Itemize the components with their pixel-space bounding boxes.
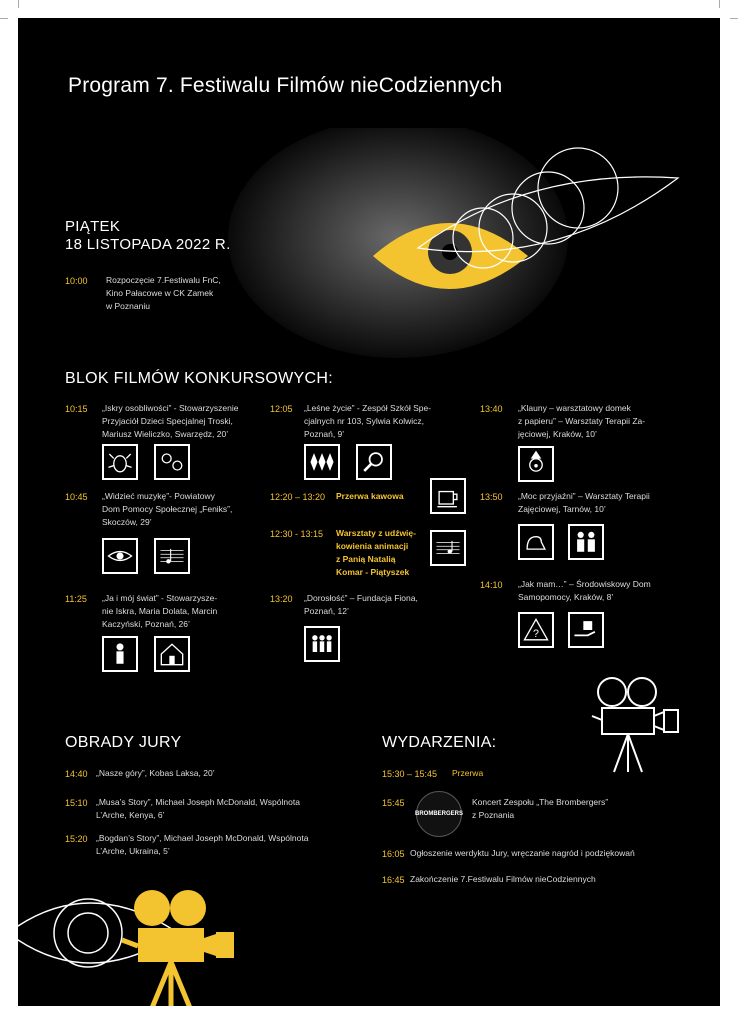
break-label: Przerwa <box>452 768 484 778</box>
jury-1-time: 14:40 <box>65 769 88 779</box>
jury-title: OBRADY JURY <box>65 734 182 751</box>
magnifier-icon <box>356 444 392 480</box>
c2-2-text: Przerwa kawowa <box>336 491 404 501</box>
c2-2-time: 12:20 – 13:20 <box>270 492 326 502</box>
forest-icon <box>304 444 340 480</box>
block-title: BLOK FILMÓW KONKURSOWYCH: <box>65 370 333 387</box>
c3-3-text: „Jak mam…” – Środowiskowy Dom Samopomocy, Kraków, 8’ <box>518 579 651 602</box>
page-title: Program 7. Festiwalu Filmów nieCodziennych <box>68 74 503 97</box>
person-icon <box>102 636 138 672</box>
music-notes-icon <box>154 538 190 574</box>
jury-2-text: „Musa’s Story”, Michael Joseph McDonald, Wspólnota L’Arche, Kenya, 6’ <box>96 797 300 820</box>
verdict-text: Ogłoszenie werdyktu Jury, wręczanie nagród i podziękowań <box>410 848 635 858</box>
opening-text: Rozpoczęcie 7.Festiwalu FnC, Kino Pałacowe w CK Zamek w Poznaniu <box>106 275 221 311</box>
day-line-1: PIĄTEK <box>65 218 121 235</box>
verdict-time: 16:05 <box>382 849 405 859</box>
break-time: 15:30 – 15:45 <box>382 769 438 779</box>
c1-1-time: 10:15 <box>65 404 88 414</box>
events-title: WYDARZENIA: <box>382 734 497 751</box>
concert-time: 15:45 <box>382 798 405 808</box>
c1-2-time: 10:45 <box>65 492 88 502</box>
c3-2-time: 13:50 <box>480 492 503 502</box>
c1-3-text: „Ja i mój świat” - Stowarzysze- nie Iskra, Maria Dolata, Marcin Kaczyński, Poznań, 26’ <box>102 593 218 629</box>
c3-1-time: 13:40 <box>480 404 503 414</box>
jury-1-text: „Nasze góry”, Kobas Laksa, 20’ <box>96 768 215 778</box>
question-sign-icon <box>518 612 554 648</box>
c3-2-text: „Moc przyjaźni” – Warsztaty Terapii Zajęciowej, Tarnów, 10’ <box>518 491 650 514</box>
svg-text:?: ? <box>533 628 539 641</box>
c2-1-time: 12:05 <box>270 404 293 414</box>
closing-text: Zakończenie 7.Festiwalu Filmów nieCodziennych <box>410 874 596 884</box>
c1-2-text: „Widzieć muzykę”- Powiatowy Dom Pomocy Społecznej „Feniks”, Skoczów, 29’ <box>102 491 233 527</box>
home-icon <box>154 636 190 672</box>
c2-4-time: 13:20 <box>270 594 293 604</box>
jury-3-time: 15:20 <box>65 834 88 844</box>
eye-icon <box>102 538 138 574</box>
faces-icon <box>154 444 190 480</box>
bug-icon <box>102 444 138 480</box>
c2-3-time: 12:30 - 13:15 <box>270 529 324 539</box>
closing-time: 16:45 <box>382 875 405 885</box>
brombergers-logo: BROMBERGERS <box>416 791 462 837</box>
music-staff-icon <box>430 530 466 566</box>
jury-2-time: 15:10 <box>65 798 88 808</box>
eye-artwork <box>228 128 720 368</box>
clown-icon <box>518 446 554 482</box>
c2-1-text: „Leśne życie” - Zespół Szkół Spe- cjalnych nr 103, Sylwia Kolwicz, Poznań, 9’ <box>304 403 432 439</box>
c2-4-text: „Dorosłość” – Fundacja Fiona, Poznań, 12’ <box>304 593 418 616</box>
concert-text: Koncert Zespołu „The Brombergers” z Poznania <box>472 797 609 820</box>
c2-3-text: Warsztaty z udźwię- kowienia animacji z Panią Natalią Komar - Piątyszek <box>336 528 416 577</box>
poster <box>18 18 720 1006</box>
c3-3-time: 14:10 <box>480 580 503 590</box>
c1-1-text: „Iskry osobliwości” - Stowarzyszenie Przyjaciół Dzieci Specjalnej Troski, Mariusz Wieliczko, Swarzędz, 20’ <box>102 403 239 439</box>
day-line-2: 18 LISTOPADA 2022 R. <box>65 236 231 253</box>
c3-1-text: „Klauny – warsztatowy domek z papieru” – Warsztaty Terapii Za- jęciowej, Kraków, 10’ <box>518 403 646 439</box>
friends-icon <box>568 524 604 560</box>
family-icon <box>304 626 340 662</box>
jury-3-text: „Bogdan’s Story”, Michael Joseph McDonald, Wspólnota L’Arche, Ukraina, 5’ <box>96 833 309 856</box>
strong-arm-icon <box>518 524 554 560</box>
c1-3-time: 11:25 <box>65 594 87 604</box>
coffee-cup-icon <box>430 478 466 514</box>
hand-box-icon <box>568 612 604 648</box>
film-camera-white-icon <box>584 674 694 774</box>
opening-time: 10:00 <box>65 276 88 286</box>
film-camera-yellow-icon <box>118 886 248 1006</box>
